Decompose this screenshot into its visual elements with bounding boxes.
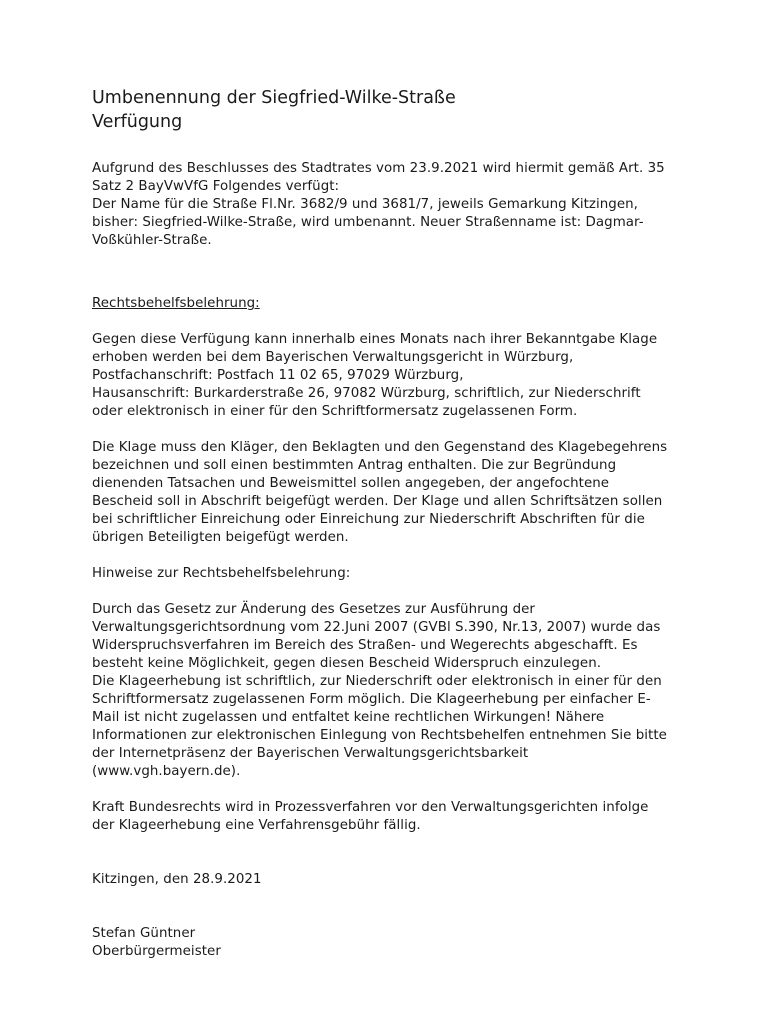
text-line: bisher: Siegfried-Wilke-Straße, wird umbenannt. Neuer Straßenname ist: Dagmar- [92,215,644,230]
legal-heading [92,295,692,313]
text-line: bei schriftlicher Einreichung oder Einreichung zur Niederschrift Abschriften für die [92,512,645,527]
text-line: Satz 2 BayVwVfG Folgendes verfügt: [92,179,340,194]
place-date [92,871,692,889]
spacer [92,583,692,601]
spacer [92,421,692,439]
spacer [92,250,692,295]
signer-title: Oberbürgermeister [92,944,221,959]
text-line: Der Name für die Straße Fl.Nr. 3682/9 und 3681/7, jeweils Gemarkung Kitzingen, [92,197,638,212]
text-line: Informationen zur elektronischen Einlegung von Rechtsbehelfen entnehmen Sie bitte [92,728,667,743]
title-line: Umbenennung der Siegfried-Wilke-Straße [92,88,456,108]
fee-paragraph [92,799,692,835]
spacer [92,547,692,565]
text-line: erhoben werden bei dem Bayerischen Verwaltungsgericht in Würzburg, [92,350,574,365]
text-line: Mail ist nicht zugelassen und entfaltet keine rechtlichen Wirkungen! Nähere [92,710,605,725]
text-line: der Klageerhebung eine Verfahrensgebühr fällig. [92,818,421,833]
text-line: Hausanschrift: Burkarderstraße 26, 97082 Würzburg, schriftlich, zur Niederschrift [92,386,641,401]
text-line: Widerspruchsverfahren im Bereich des Straßen- und Wegerechts abgeschafft. Es [92,638,638,653]
text-line: Gegen diese Verfügung kann innerhalb eines Monats nach ihrer Bekanntgabe Klage [92,332,658,347]
subtitle-line: Verfügung [92,112,183,132]
spacer [92,835,692,871]
decision-paragraph [92,160,692,250]
text-line: Postfachanschrift: Postfach 11 02 65, 97029 Würzburg, [92,368,464,383]
hints-heading [92,565,692,583]
spacer [92,781,692,799]
legal-paragraph-1 [92,331,692,421]
legal-heading-text: Rechtsbehelfsbelehrung: [92,296,260,311]
place-date-text: Kitzingen, den 28.9.2021 [92,872,262,887]
text-line: Die Klage muss den Kläger, den Beklagten und den Gegenstand des Klagebegehrens [92,440,668,455]
spacer [92,889,692,925]
text-line: Die Klageerhebung ist schriftlich, zur Niederschrift oder elektronisch in einer für den [92,674,662,689]
document-title [92,86,692,134]
text-line: besteht keine Möglichkeit, gegen diesen Bescheid Widerspruch einzulegen. [92,656,602,671]
text-line: Bescheid soll in Abschrift beigefügt werden. Der Klage und allen Schriftsätzen sollen [92,494,663,509]
spacer [92,313,692,331]
hints-heading-text: Hinweise zur Rechtsbehelfsbelehrung: [92,566,351,581]
text-line: (www.vgh.bayern.de). [92,764,241,779]
hints-paragraph [92,601,692,781]
text-line: übrigen Beteiligten beigefügt werden. [92,530,349,545]
text-line: dienenden Tatsachen und Beweismittel sollen angegeben, der angefochtene [92,476,610,491]
legal-paragraph-2 [92,439,692,547]
text-line: Kraft Bundesrechts wird in Prozessverfahren vor den Verwaltungsgerichten infolge [92,800,649,815]
text-line: oder elektronisch in einer für den Schriftformersatz zugelassenen Form. [92,404,578,419]
signer-name: Stefan Güntner [92,926,196,941]
text-line: Verwaltungsgerichtsordnung vom 22.Juni 2007 (GVBl S.390, Nr.13, 2007) wurde das [92,620,661,635]
text-line: der Internetpräsenz der Bayerischen Verwaltungsgerichtsbarkeit [92,746,529,761]
document-page [92,86,692,961]
text-line: Schriftformersatz zugelassenen Form möglich. Die Klageerhebung per einfacher E- [92,692,651,707]
text-line: bezeichnen und soll einen bestimmten Antrag enthalten. Die zur Begründung [92,458,617,473]
text-line: Aufgrund des Beschlusses des Stadtrates vom 23.9.2021 wird hiermit gemäß Art. 35 [92,161,665,176]
signature-block [92,925,692,961]
text-line: Voßkühler-Straße. [92,233,212,248]
text-line: Durch das Gesetz zur Änderung des Gesetzes zur Ausführung der [92,602,535,617]
